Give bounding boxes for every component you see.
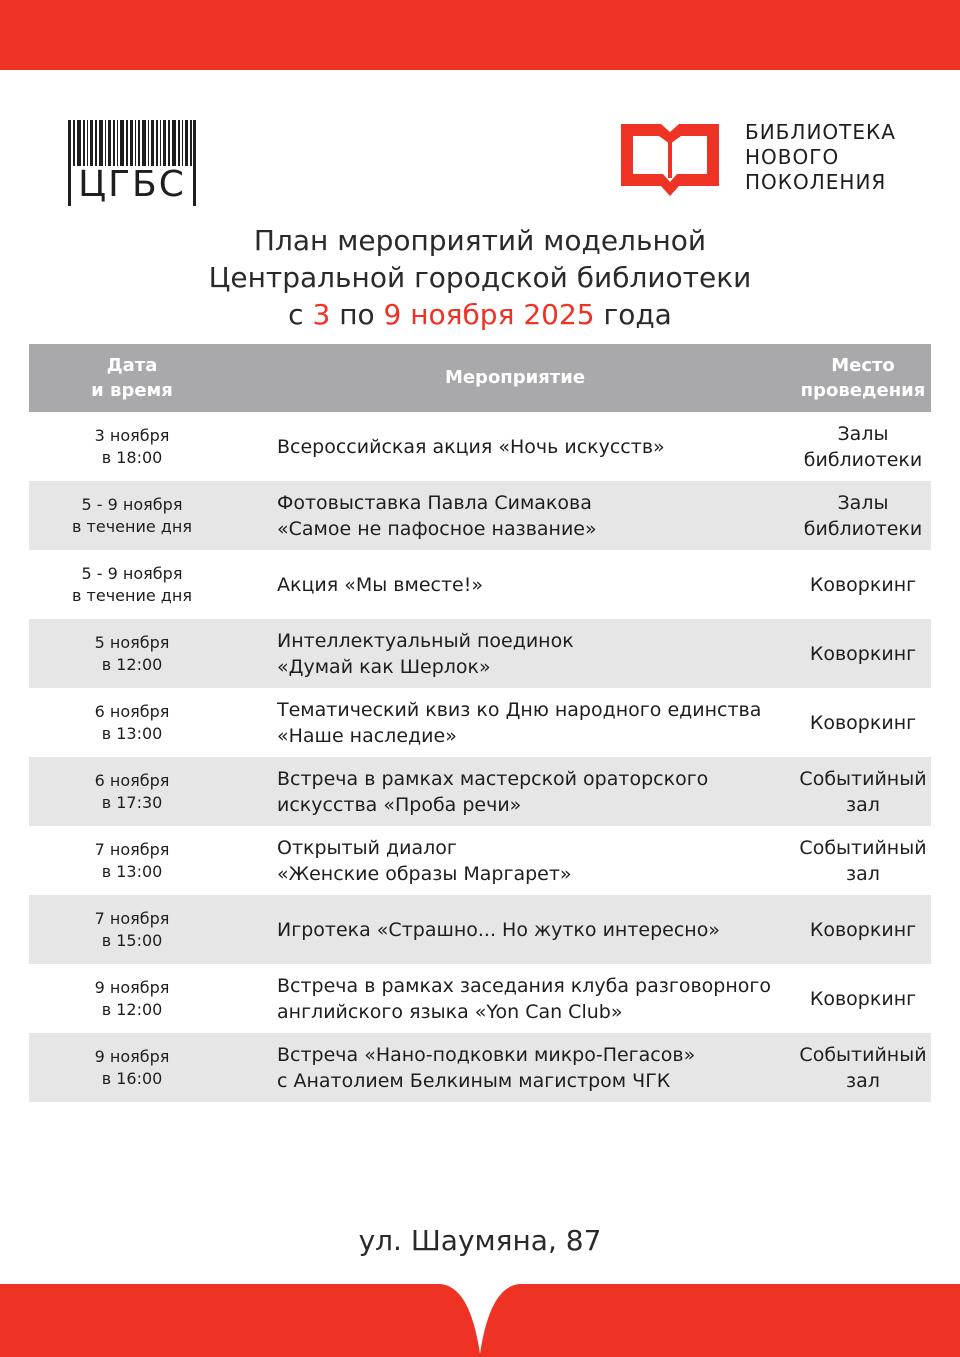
- open-book-icon: [617, 120, 723, 198]
- table-row: [29, 1033, 931, 1102]
- date-cell: [29, 770, 235, 814]
- table-row: [29, 688, 931, 757]
- date-cell-line: 6 ноября: [94, 701, 170, 721]
- barcode-bar: [77, 120, 81, 166]
- title-mid: по: [339, 298, 375, 331]
- place-cell-line: зал: [846, 793, 880, 816]
- barcode-bar: [193, 120, 196, 166]
- event-cell-line: Всероссийская акция «Ночь искусств»: [277, 435, 665, 458]
- date-cell-line: в 13:00: [101, 861, 163, 881]
- place-cell-line: библиотеки: [803, 517, 923, 540]
- table-row: [29, 481, 931, 550]
- place-cell: [795, 986, 931, 1012]
- barcode-icon: [68, 120, 196, 166]
- address: ул. Шаумяна, 87: [358, 1224, 602, 1257]
- event-cell-line: с Анатолием Белкиным магистром ЧГК: [277, 1069, 671, 1092]
- date-cell-line: 7 ноября: [94, 839, 170, 859]
- title-line-2: Центральной городской библиотеки: [208, 261, 752, 294]
- place-cell: [795, 835, 931, 887]
- event-cell: [235, 917, 795, 943]
- cgbs-logo-text: ЦГБС: [68, 164, 196, 206]
- date-cell-line: 5 - 9 ноября: [81, 563, 183, 583]
- place-cell: [795, 572, 931, 598]
- barcode-bar: [130, 120, 133, 166]
- page-title: [100, 222, 860, 333]
- event-cell: [235, 697, 795, 749]
- barcode-bar: [113, 120, 115, 166]
- top-red-band: [0, 0, 960, 70]
- barcode-bar: [83, 120, 85, 166]
- place-cell-line: Коворкинг: [809, 918, 917, 941]
- date-cell: [29, 494, 235, 538]
- place-cell-line: Событийный: [799, 836, 927, 859]
- barcode-bar: [108, 120, 111, 166]
- date-cell-line: в 13:00: [101, 723, 163, 743]
- barcode-bar: [90, 120, 93, 166]
- table-row: [29, 619, 931, 688]
- barcode-bar: [168, 120, 170, 166]
- date-cell: [29, 632, 235, 676]
- event-cell: [235, 766, 795, 818]
- place-cell: [795, 421, 931, 473]
- event-cell-line: Акция «Мы вместе!»: [277, 573, 483, 596]
- table-row: [29, 757, 931, 826]
- date-cell-line: 3 ноября: [94, 425, 170, 445]
- place-cell: [795, 917, 931, 943]
- barcode-bar: [120, 120, 124, 166]
- date-cell-line: 9 ноября: [94, 977, 170, 997]
- date-cell-line: 5 - 9 ноября: [81, 494, 183, 514]
- event-cell-line: Интеллектуальный поединок: [277, 629, 574, 652]
- barcode-bar: [87, 120, 88, 166]
- event-cell-line: английского языка «Yon Can Club»: [277, 1000, 623, 1023]
- date-cell: [29, 839, 235, 883]
- table-row: [29, 964, 931, 1033]
- date-cell-line: в течение дня: [72, 585, 192, 605]
- barcode-bar: [126, 120, 128, 166]
- event-cell-line: Фотовыставка Павла Симакова: [277, 491, 592, 514]
- event-cell: [235, 572, 795, 598]
- event-cell-line: Тематический квиз ко Дню народного единства: [277, 698, 762, 721]
- barcode-bar: [138, 120, 140, 166]
- barcode-bar: [95, 120, 97, 166]
- event-cell-line: «Наше наследие»: [277, 724, 457, 747]
- place-cell-line: Залы: [837, 491, 889, 514]
- event-cell: [235, 490, 795, 542]
- date-cell-line: 7 ноября: [94, 908, 170, 928]
- header-date: [29, 353, 235, 403]
- event-cell: [235, 628, 795, 680]
- events-table: [29, 344, 931, 1102]
- table-row: [29, 895, 931, 964]
- place-cell-line: Коворкинг: [809, 642, 917, 665]
- table-row: [29, 826, 931, 895]
- date-cell-line: в 12:00: [101, 999, 163, 1019]
- header-place-line: проведения: [800, 380, 926, 401]
- place-cell: [795, 1042, 931, 1094]
- event-cell-line: Встреча в рамках заседания клуба разговорного: [277, 974, 771, 997]
- bottom-red-band: [0, 1284, 960, 1357]
- barcode-bar: [156, 120, 158, 166]
- event-cell: [235, 835, 795, 887]
- date-cell: [29, 425, 235, 469]
- place-cell-line: зал: [846, 1069, 880, 1092]
- barcode-bar: [163, 120, 166, 166]
- barcode-bar: [105, 120, 106, 166]
- title-end-date: 9 ноября 2025: [383, 298, 595, 331]
- title-suffix: года: [603, 298, 672, 331]
- header-date-line: и время: [91, 380, 173, 401]
- place-cell-line: Событийный: [799, 767, 927, 790]
- cgbs-logo: [68, 118, 198, 208]
- date-cell: [29, 563, 235, 607]
- place-cell-line: Коворкинг: [809, 711, 917, 734]
- table-body: [29, 412, 931, 1102]
- barcode-bar: [182, 120, 183, 166]
- title-line-3: [100, 296, 860, 333]
- title-line-1: План мероприятий модельной: [253, 224, 707, 257]
- date-cell: [29, 1046, 235, 1090]
- event-cell-line: Встреча в рамках мастерской ораторского: [277, 767, 709, 790]
- place-cell-line: Коворкинг: [809, 987, 917, 1010]
- title-start-date: 3: [312, 298, 331, 331]
- place-cell-line: библиотеки: [803, 448, 923, 471]
- barcode-bar: [190, 120, 192, 166]
- place-cell: [795, 766, 931, 818]
- header-place-line: Место: [831, 355, 895, 376]
- date-cell-line: в 15:00: [101, 930, 163, 950]
- date-cell: [29, 701, 235, 745]
- date-cell-line: в 17:30: [101, 792, 163, 812]
- place-cell-line: зал: [846, 862, 880, 885]
- barcode-bar: [135, 120, 136, 166]
- event-cell: [235, 434, 795, 460]
- place-cell: [795, 641, 931, 667]
- event-cell-line: «Думай как Шерлок»: [277, 655, 491, 678]
- barcode-bar: [172, 120, 176, 166]
- table-header: [29, 344, 931, 412]
- barcode-bar: [117, 120, 118, 166]
- table-row: [29, 550, 931, 619]
- event-cell-line: искусства «Проба речи»: [277, 793, 522, 816]
- barcode-bar: [160, 120, 161, 166]
- event-cell-line: «Женские образы Маргарет»: [277, 862, 572, 885]
- date-cell-line: 9 ноября: [94, 1046, 170, 1066]
- library-logo-text: [745, 120, 905, 195]
- date-cell-line: 5 ноября: [94, 632, 170, 652]
- barcode-bar: [99, 120, 103, 166]
- header-event: Мероприятие: [444, 367, 586, 388]
- place-cell: [795, 490, 931, 542]
- event-cell-line: «Самое не пафосное название»: [277, 517, 597, 540]
- event-cell: [235, 973, 795, 1025]
- place-cell: [795, 710, 931, 736]
- event-cell: [235, 1042, 795, 1094]
- date-cell-line: в 16:00: [101, 1068, 163, 1088]
- header-place: [795, 353, 931, 403]
- date-cell-line: в 18:00: [101, 447, 163, 467]
- place-cell-line: Коворкинг: [809, 573, 917, 596]
- library-logo-line: НОВОГО: [745, 145, 840, 169]
- date-cell-line: в 12:00: [101, 654, 163, 674]
- place-cell-line: Событийный: [799, 1043, 927, 1066]
- event-cell-line: Встреча «Нано-подковки микро-Пегасов»: [277, 1043, 696, 1066]
- table-row: [29, 412, 931, 481]
- barcode-bar: [151, 120, 154, 166]
- place-cell-line: Залы: [837, 422, 889, 445]
- date-cell-line: 6 ноября: [94, 770, 170, 790]
- date-cell: [29, 977, 235, 1021]
- barcode-bar: [142, 120, 146, 166]
- barcode-bar: [178, 120, 180, 166]
- date-cell-line: в течение дня: [72, 516, 192, 536]
- date-cell: [29, 908, 235, 952]
- barcode-bar: [148, 120, 149, 166]
- library-new-generation-logo: [617, 118, 907, 202]
- barcode-bar: [73, 120, 75, 166]
- title-prefix: с: [288, 298, 304, 331]
- header-date-line: Дата: [106, 355, 158, 376]
- barcode-bar: [68, 120, 71, 166]
- library-logo-line: БИБЛИОТЕКА: [745, 120, 896, 144]
- barcode-bar: [185, 120, 188, 166]
- library-logo-line: ПОКОЛЕНИЯ: [745, 170, 887, 194]
- event-cell-line: Игротека «Страшно... Но жутко интересно»: [277, 918, 720, 941]
- event-cell-line: Открытый диалог: [277, 836, 457, 859]
